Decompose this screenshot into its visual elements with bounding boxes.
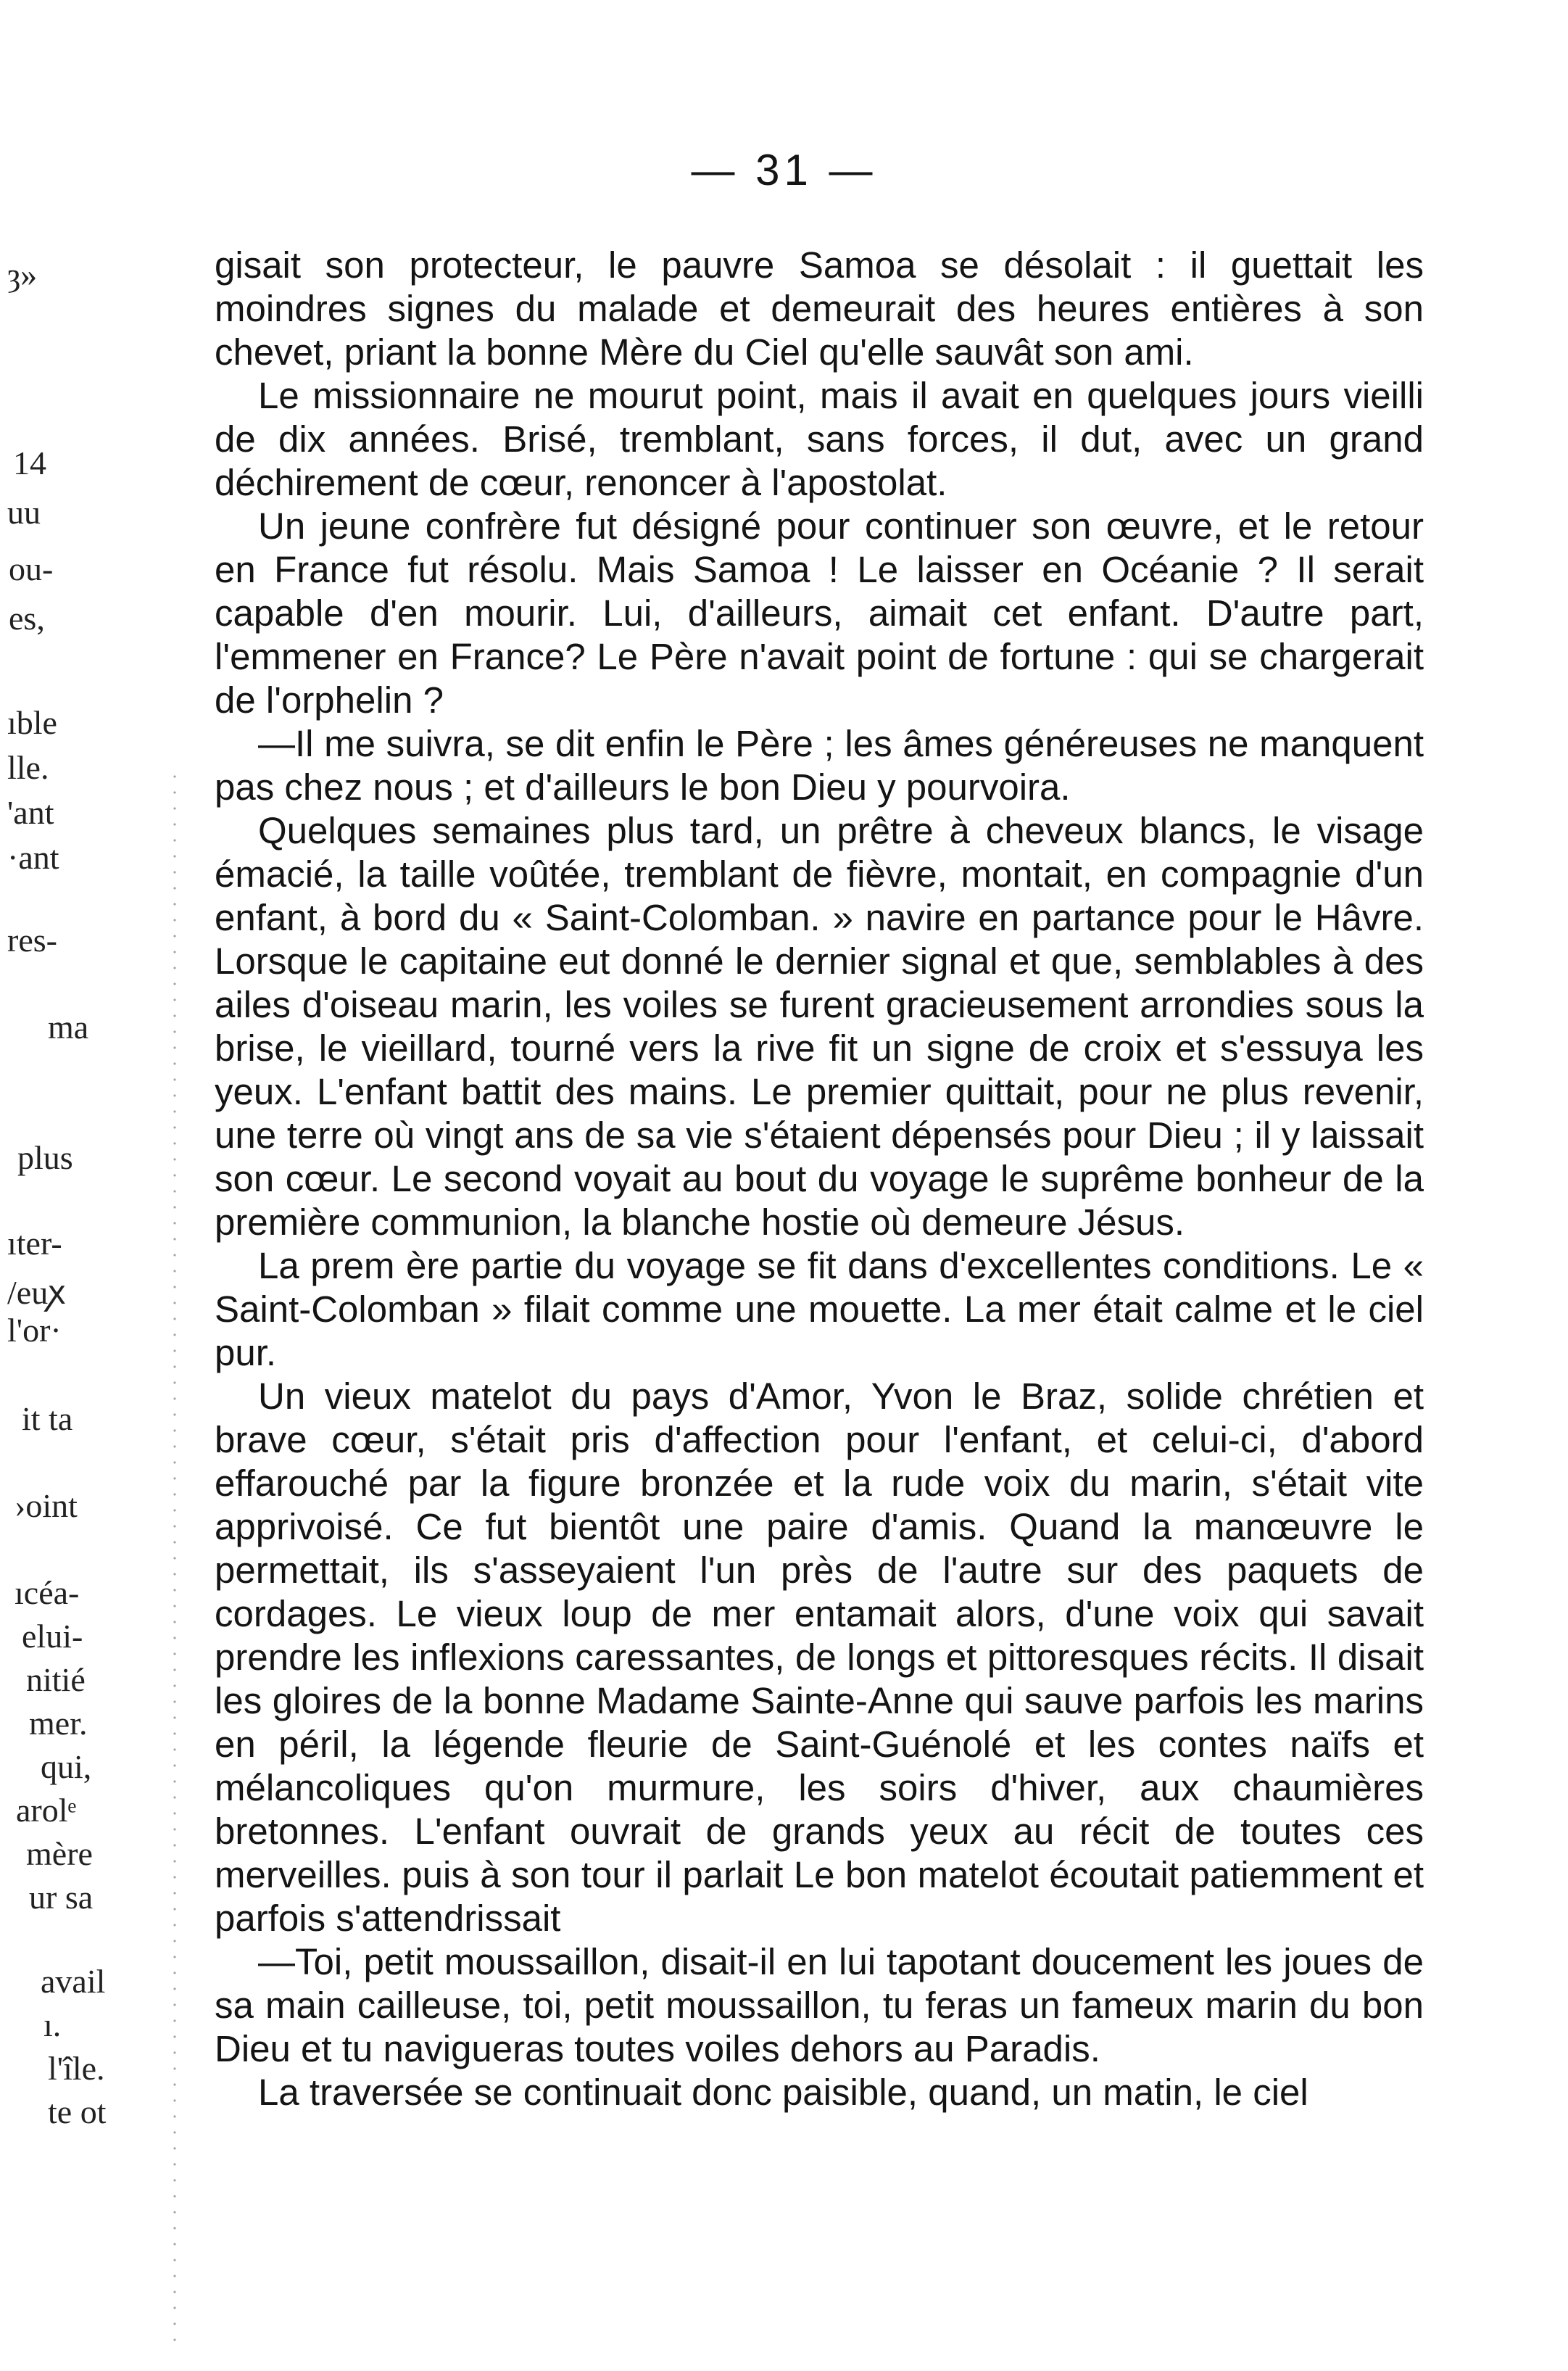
margin-fragment: avail <box>41 1963 106 2000</box>
margin-fragment: l'or· <box>7 1312 62 1349</box>
paragraph: —Toi, petit moussaillon, disait-il en lui tapotant doucement les joues de sa main cailleuse, toi, petit moussaillon, tu feras un fameux marin du bon Dieu et tu navigueras toutes voiles dehors au Paradis. <box>215 1941 1424 2069</box>
margin-fragment: mère <box>26 1835 93 1872</box>
margin-fragment: ıble <box>7 704 57 741</box>
paragraph: La traversée se continuait donc paisible, quand, un matin, le ciel <box>258 2072 1308 2113</box>
gutter-dotted-line <box>173 769 177 2349</box>
margin-fragment: it ta <box>22 1400 73 1437</box>
paragraph: Quelques semaines plus tard, un prêtre à cheveux blancs, le visage émacié, la taille voûtée, tremblant de fièvre, montait, en compagnie d'un enfant, à bord du « Saint-Colomban. » navire en partance pour le Hâvre. Lorsque le capitaine eut donné le dernier signal et que, semblables à des ailes d'oiseau marin, les voiles se furent gracieusement arrondies sous la brise, le vieillard, tourné vers la rive fit un signe de croix et s'essuya les yeux. L'enfant battit des mains. Le premier quittait, pour ne plus revenir, une terre où vingt ans de sa vie s'étaient dépensés pour Dieu ; il y laissait son cœur. Le second voyait au bout du voyage le suprême bonheur de la première communion, la blanche hostie où demeure Jésus. <box>215 810 1424 1243</box>
margin-fragment: mer. <box>29 1705 88 1742</box>
margin-fragment: l'île. <box>48 2050 105 2087</box>
left-margin-fragments <box>0 0 145 2371</box>
paragraph: Un jeune confrère fut désigné pour continuer son œuvre, et le retour en France fut résolu. Mais Samoa ! Le laisser en Océanie ? Il serait capable d'en mourir. Lui, d'ailleurs, aimait cet enfant. D'autre part, l'emmener en France? Le Père n'avait point de fortune : qui se chargerait de l'orphelin ? <box>215 505 1424 721</box>
margin-fragment: lle. <box>7 749 49 786</box>
page-number: — 31 — <box>691 146 877 194</box>
margin-fragment: ıcéa- <box>14 1574 80 1611</box>
paragraph: La prem ère partie du voyage se fit dans d'excellentes conditions. Le « Saint-Colomban » filait comme une mouette. La mer était calme et le ciel pur. <box>215 1245 1424 1373</box>
margin-fragment: res- <box>7 922 57 959</box>
paragraph: gisait son protecteur, le pauvre Samoa se désolait : il guettait les moindres signes du malade et demeurait des heures entières à son chevet, priant la bonne Mère du Ciel qu'elle sauvât son ami. <box>215 244 1424 373</box>
margin-fragment: arolᵉ <box>16 1792 77 1829</box>
margin-fragment: 14 <box>13 444 46 481</box>
margin-fragment: ı. <box>43 2006 62 2043</box>
margin-fragment: ›oint <box>14 1487 78 1524</box>
paragraph: Un vieux matelot du pays d'Amor, Yvon le Braz, solide chrétien et brave cœur, s'était pris d'affection pour l'enfant, et celui-ci, d'abord effarouché par la figure bronzée et la rude voix du marin, s'était vite apprivoisé. Ce fut bientôt une paire d'amis. Quand la manœuvre le permettait, ils s'asseyaient l'un près de l'autre sur des paquets de cordages. Le vieux loup de mer entamait alors, d'une voix qui savait prendre les inflexions caressantes, de longs et pittoresques récits. Il disait les gloires de la bonne Madame Sainte-Anne qui sauve parfois les marins en péril, la légende fleurie de Saint-Guénolé et les contes naïfs et mélancoliques qu'on murmure, les soirs d'hiver, aux chaumières bretonnes. L'enfant ouvrait de grands yeux au récit de toutes ces merveilles. puis à son tour il parlait Le bon matelot écoutait patiemment et parfois s'attendrissait <box>215 1375 1424 1939</box>
margin-fragment: plus <box>17 1139 73 1176</box>
margin-fragment: te ot <box>48 2093 107 2130</box>
paragraph: Le missionnaire ne mourut point, mais il avait en quelques jours vieilli de dix années. Brisé, tremblant, sans forces, il dut, avec un grand déchirement de cœur, renoncer à l'apostolat. <box>215 375 1424 503</box>
body-text <box>215 244 1424 2114</box>
margin-fragment: elui- <box>22 1618 83 1655</box>
margin-fragment: ou- <box>9 550 54 587</box>
margin-fragment: ur sa <box>29 1879 94 1916</box>
margin-fragment: es, <box>9 600 45 637</box>
paragraph: —Il me suivra, se dit enfin le Père ; les âmes généreuses ne manquent pas chez nous ; et d'ailleurs le bon Dieu y pourvoira. <box>215 723 1424 808</box>
margin-fragment: ma <box>48 1009 89 1046</box>
margin-fragment: /euꭗ <box>7 1274 66 1311</box>
margin-fragment: uu <box>7 494 41 531</box>
margin-fragment: qui, <box>41 1748 92 1785</box>
margin-fragment: ·ant <box>7 839 59 876</box>
margin-fragment: ıter- <box>7 1225 62 1262</box>
margin-fragment: 'ant <box>7 794 54 831</box>
margin-fragment: ȝ» <box>7 256 38 293</box>
margin-fragment: nitié <box>26 1661 86 1698</box>
